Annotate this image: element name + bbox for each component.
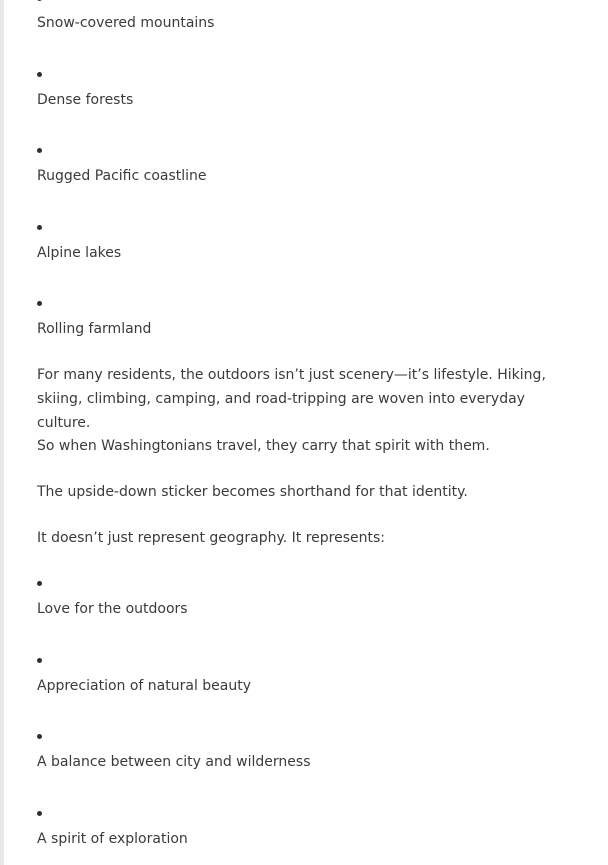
list-bullet — [37, 658, 42, 663]
list-bullet — [37, 0, 42, 1]
list-item: Love for the outdoors — [37, 601, 188, 617]
paragraph-outdoors-lifestyle: For many residents, the outdoors isn’t just scenery—it’s lifestyle. Hiking, skiing, climbing, camping, and road-tripping are woven into everyday culture. — [37, 367, 546, 431]
list-bullet — [37, 225, 42, 230]
list-item: A spirit of exploration — [37, 831, 188, 847]
paragraph-travel-spirit: So when Washingtonians travel, they carry that spirit with them. — [37, 438, 490, 454]
list-bullet — [37, 811, 42, 816]
list-item: Snow-covered mountains — [37, 15, 215, 31]
paragraph-represents-intro: It doesn’t just represent geography. It represents: — [37, 530, 386, 546]
list-bullet — [37, 148, 42, 153]
paragraph-sticker-identity: The upside-down sticker becomes shorthand for that identity. — [37, 484, 468, 500]
list-item: Rolling farmland — [37, 321, 152, 337]
list-item: Appreciation of natural beauty — [37, 678, 252, 694]
list-item: Alpine lakes — [37, 245, 122, 261]
list-bullet — [37, 734, 42, 739]
list-bullet — [37, 581, 42, 586]
list-item: A balance between city and wilderness — [37, 754, 311, 770]
list-bullet — [37, 301, 42, 306]
list-item: Rugged Pacific coastline — [37, 168, 207, 184]
list-bullet — [37, 72, 42, 77]
list-item: Dense forests — [37, 92, 134, 108]
